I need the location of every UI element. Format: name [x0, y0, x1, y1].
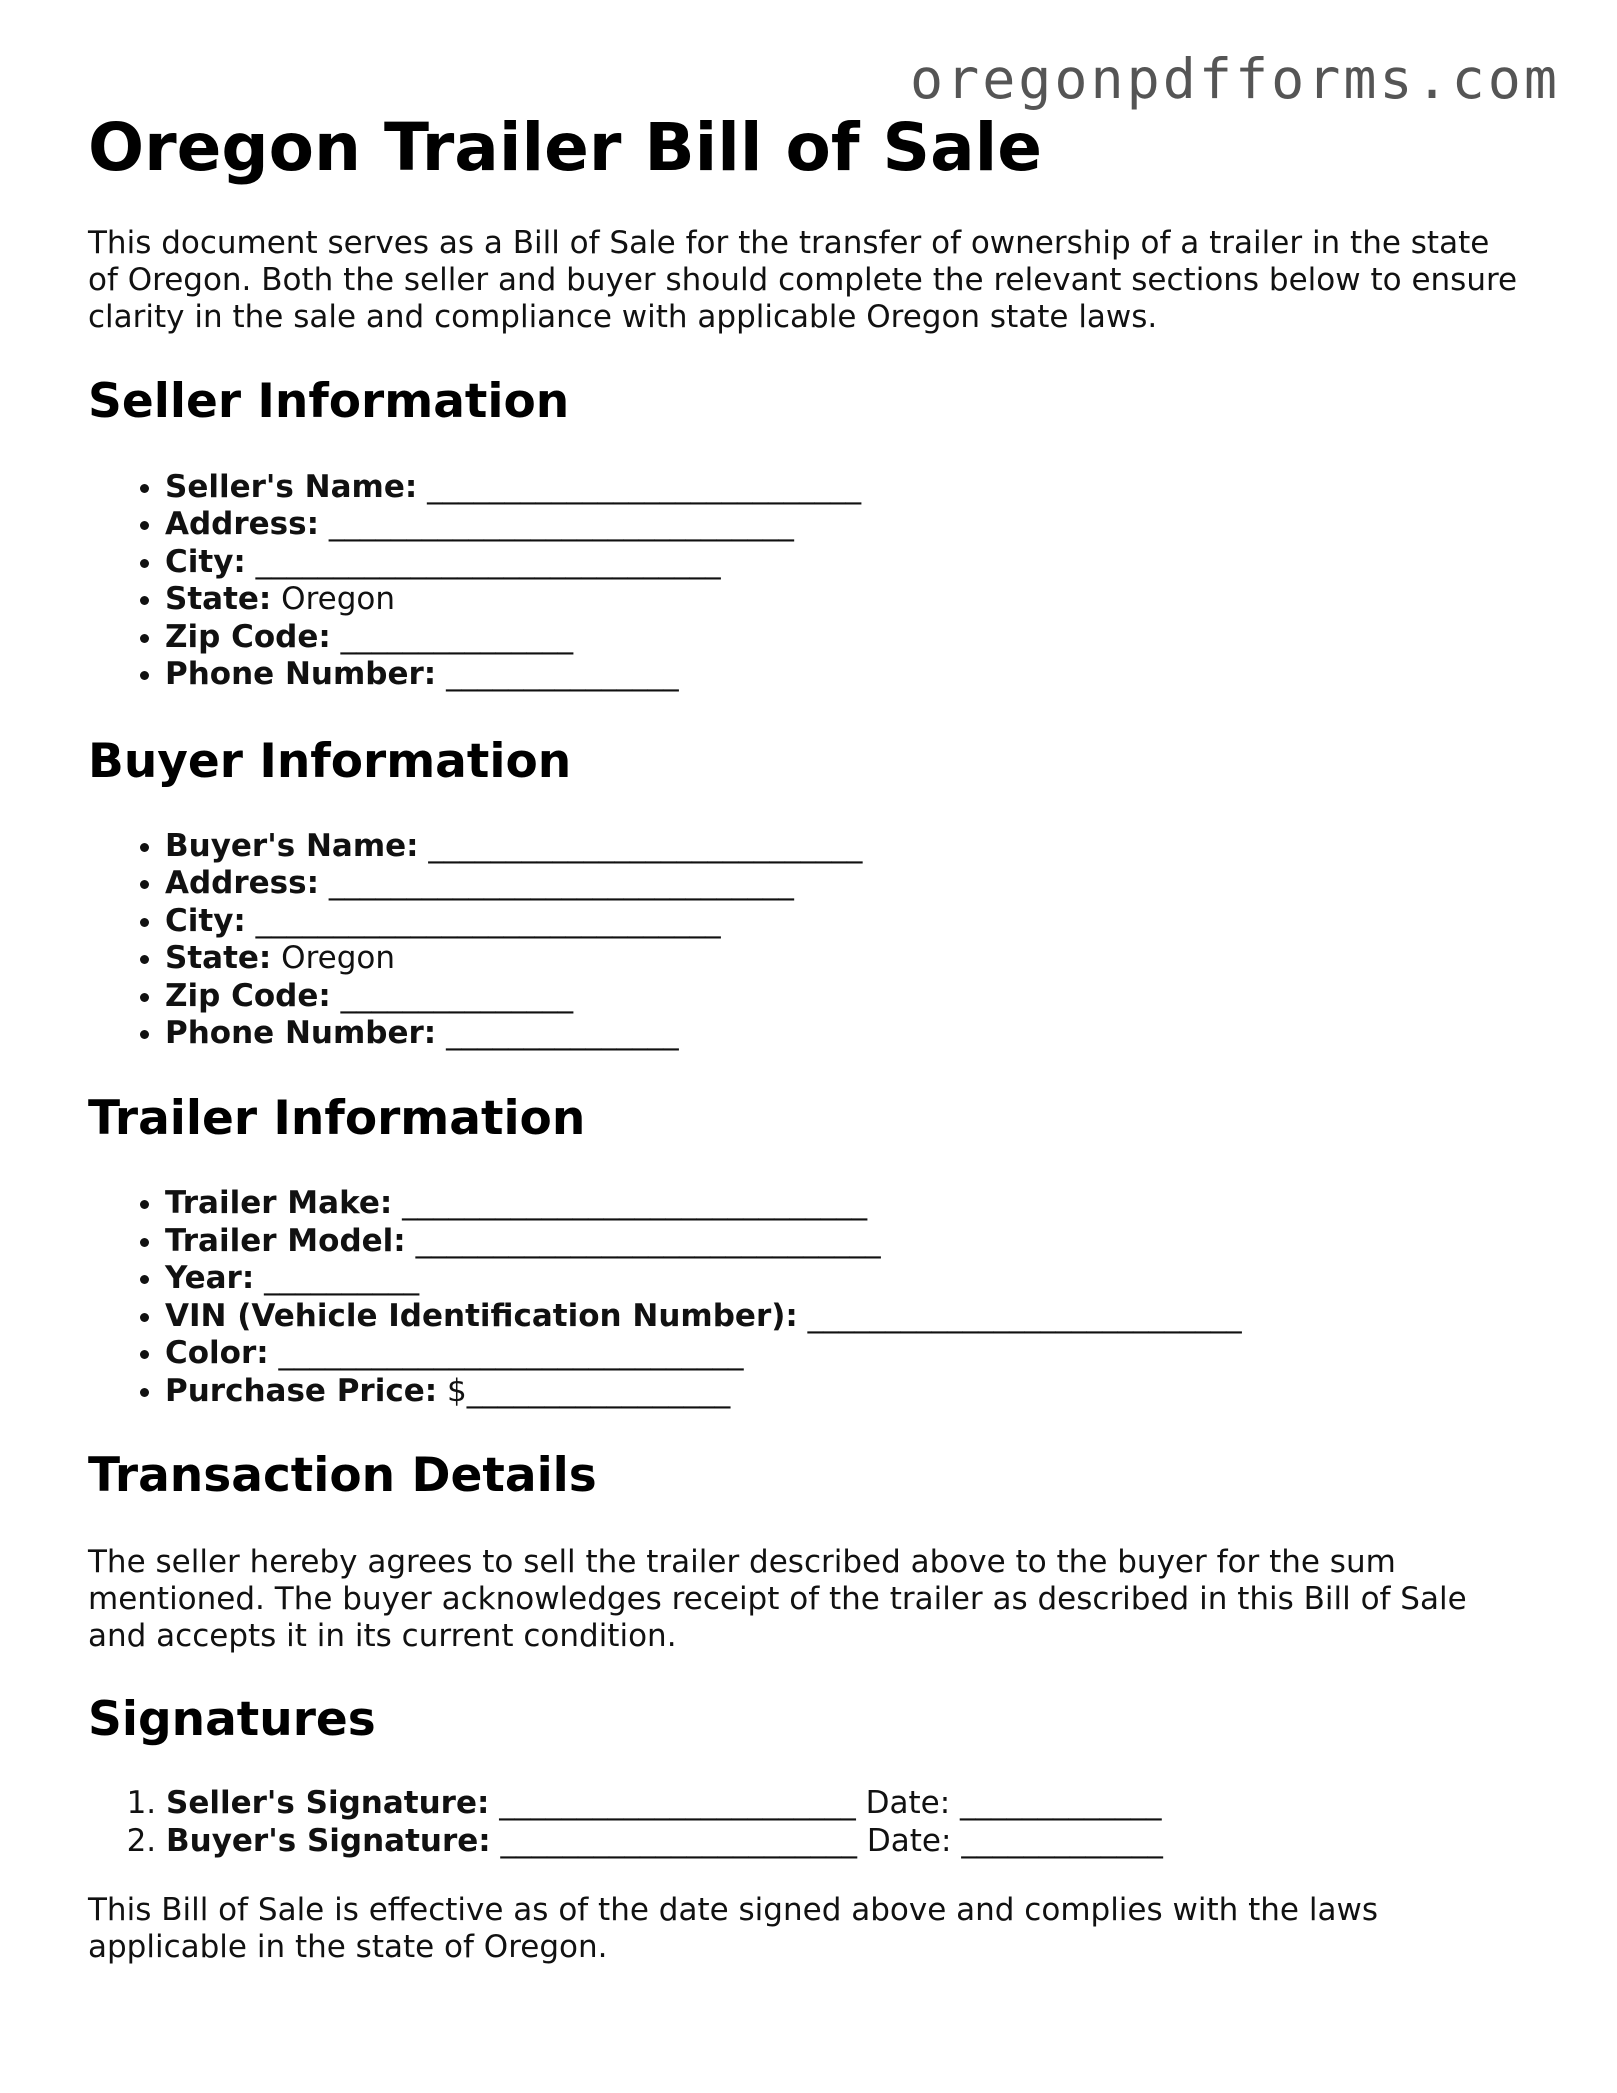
trailer-price-field[interactable] — [165, 1373, 1528, 1411]
seller-fields-list — [88, 469, 1528, 694]
document-title: Oregon Trailer Bill of Sale — [88, 109, 1043, 186]
field-value: _______________ — [446, 1015, 679, 1052]
signature-blank: _______________________ — [499, 1785, 856, 1822]
trailer-color-field[interactable] — [165, 1335, 1528, 1373]
field-value: ____________________________ — [427, 468, 862, 505]
field-value: ______________________________ — [415, 1222, 881, 1259]
buyer-section-heading: Buyer Information — [88, 733, 572, 789]
buyer-fields-list — [88, 828, 1528, 1053]
date-blank: _____________ — [960, 1785, 1162, 1822]
trailer-fields-list — [88, 1185, 1528, 1410]
field-label: Seller's Name: — [165, 468, 418, 505]
signature-blank: _______________________ — [500, 1822, 858, 1859]
trailer-make-field[interactable] — [165, 1185, 1528, 1223]
closing-paragraph: This Bill of Sale is effective as of the date signed above and complies with the laws applicable in the state of Oregon. — [88, 1892, 1378, 1966]
field-value: __________ — [264, 1260, 420, 1297]
field-value: _______________ — [340, 977, 574, 1014]
field-label: City: — [165, 902, 246, 939]
buyer-phone-field[interactable] — [165, 1015, 1528, 1053]
field-value: ____________________________ — [807, 1297, 1242, 1334]
field-label: Color: — [165, 1335, 269, 1372]
seller-city-field[interactable] — [165, 544, 1528, 582]
field-label: Address: — [165, 506, 319, 543]
seller-address-field[interactable] — [165, 506, 1528, 544]
transaction-paragraph: The seller hereby agrees to sell the trailer described above to the buyer for the sum mentioned. The buyer acknowledges receipt of the trailer as described in this Bill of Sale and accepts it in its current condition. — [88, 1543, 1467, 1654]
field-value: _______________ — [340, 618, 574, 655]
document-page — [88, 108, 1528, 1966]
seller-phone-field[interactable] — [165, 656, 1528, 694]
transaction-section-heading: Transaction Details — [88, 1448, 597, 1504]
trailer-model-field[interactable] — [165, 1223, 1528, 1261]
field-value: ______________________________ — [402, 1185, 868, 1222]
seller-signature-line[interactable] — [166, 1785, 1528, 1823]
field-value: ______________________________ — [328, 865, 794, 902]
intro-paragraph: This document serves as a Bill of Sale for the transfer of ownership of a trailer in the state of Oregon. Both the seller and buyer should complete the relevant sections below to ensure clarity in the sale and compliance with applicable Oregon state laws. — [88, 225, 1518, 336]
field-label: Zip Code: — [165, 618, 331, 655]
trailer-vin-field[interactable] — [165, 1298, 1528, 1336]
field-value: ____________________________ — [428, 827, 863, 864]
field-value: Oregon — [281, 940, 395, 977]
field-label: Phone Number: — [165, 656, 437, 693]
buyer-city-field[interactable] — [165, 903, 1528, 941]
field-value: $_________________ — [447, 1372, 731, 1409]
buyer-name-field[interactable] — [165, 828, 1528, 866]
signature-label: Seller's Signature: — [166, 1785, 490, 1822]
seller-section-heading: Seller Information — [88, 374, 570, 430]
field-label: Trailer Make: — [165, 1185, 393, 1222]
trailer-year-field[interactable] — [165, 1260, 1528, 1298]
date-blank: _____________ — [961, 1822, 1163, 1859]
field-value: ______________________________ — [255, 902, 721, 939]
buyer-zip-field[interactable] — [165, 978, 1528, 1016]
signature-label: Buyer's Signature: — [166, 1822, 491, 1859]
field-label: Purchase Price: — [165, 1372, 438, 1409]
date-label: Date: — [866, 1822, 952, 1859]
seller-zip-field[interactable] — [165, 619, 1528, 657]
field-label: City: — [165, 543, 246, 580]
signatures-list — [88, 1785, 1528, 1860]
field-label: Address: — [165, 865, 319, 902]
field-label: Zip Code: — [165, 977, 331, 1014]
seller-name-field[interactable] — [165, 469, 1528, 507]
field-label: State: — [165, 581, 272, 618]
seller-state-field — [165, 581, 1528, 619]
field-label: Phone Number: — [165, 1015, 437, 1052]
buyer-state-field — [165, 940, 1528, 978]
field-value: ______________________________ — [278, 1335, 744, 1372]
field-label: VIN (Vehicle Identification Number): — [165, 1297, 798, 1334]
watermark: oregonpdfforms.com — [909, 47, 1560, 111]
buyer-signature-line[interactable] — [166, 1823, 1528, 1861]
buyer-address-field[interactable] — [165, 865, 1528, 903]
field-label: Year: — [165, 1260, 255, 1297]
field-value: _______________ — [446, 656, 679, 693]
field-value: Oregon — [281, 581, 395, 618]
field-value: ______________________________ — [255, 543, 721, 580]
signatures-section-heading: Signatures — [88, 1691, 376, 1747]
date-label: Date: — [865, 1785, 951, 1822]
field-label: Buyer's Name: — [165, 827, 419, 864]
field-value: ______________________________ — [328, 506, 794, 543]
field-label: State: — [165, 940, 272, 977]
trailer-section-heading: Trailer Information — [88, 1090, 586, 1146]
field-label: Trailer Model: — [165, 1222, 406, 1259]
